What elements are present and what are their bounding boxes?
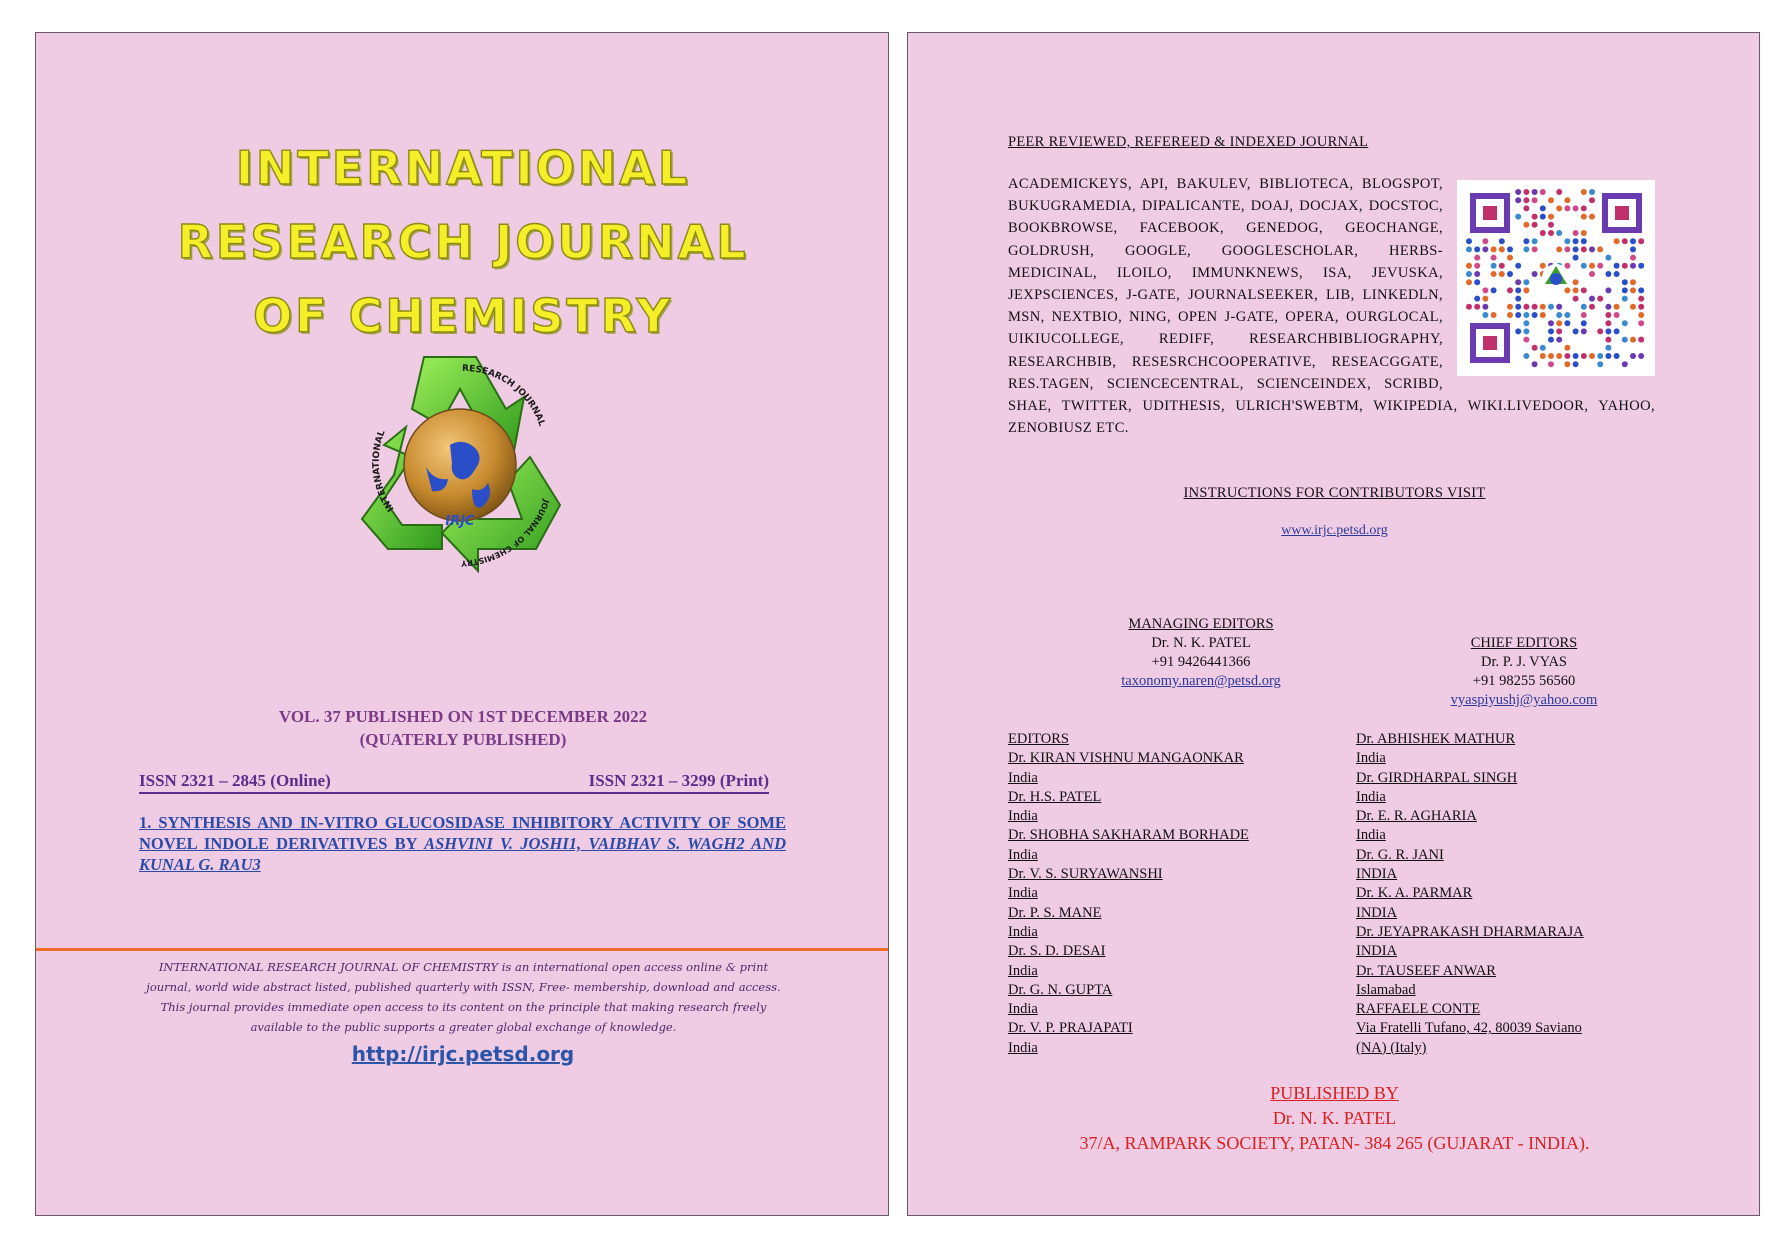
editor-line: India (1008, 923, 1038, 940)
orange-divider (36, 948, 888, 951)
editor-line: India (1008, 1039, 1038, 1056)
publisher-heading: PUBLISHED BY (1270, 1083, 1399, 1103)
editor-line: Dr. TAUSEEF ANWAR (1356, 962, 1496, 979)
chief-phone: +91 98255 56560 (1472, 673, 1576, 689)
editor-line: India (1008, 808, 1038, 825)
title-line-3: OF CHEMISTRY (253, 289, 673, 343)
editor-line: Dr. GIRDHARPAL SINGH (1356, 769, 1518, 786)
managing-email-link[interactable]: taxonomy.naren@petsd.org (1121, 673, 1281, 689)
info-page (907, 32, 1760, 1216)
editor-line: (NA) (Italy) (1356, 1039, 1427, 1056)
peer-review-heading: PEER REVIEWED, REFEREED & INDEXED JOURNAL (1008, 134, 1369, 150)
editor-line: India (1008, 885, 1038, 902)
editor-line: Dr. E. R. AGHARIA (1356, 808, 1477, 825)
title-line-1: INTERNATIONAL (235, 141, 691, 195)
cover-page (35, 32, 889, 1216)
editor-line: INDIA (1356, 866, 1398, 883)
chief-heading: CHIEF EDITORS (1470, 635, 1578, 651)
logo-center-text: IRJC (445, 514, 475, 529)
editor-line: India (1356, 827, 1386, 844)
index-list-block (1008, 173, 1655, 439)
managing-name: Dr. N. K. PATEL (1151, 635, 1251, 651)
editor-line: Dr. G. N. GUPTA (1008, 981, 1113, 998)
chief-name: Dr. P. J. VYAS (1481, 654, 1567, 670)
publisher-block (908, 1081, 1761, 1156)
editor-line: India (1356, 788, 1386, 805)
frequency-line: (QUATERLY PUBLISHED) (359, 730, 567, 749)
index-list: ACADEMICKEYS, API, BAKULEV, BIBLIOTECA, BLOGSPOT, BUKUGRAMEDIA, DIPALICANTE, DOAJ, DOCJAX, DOCSTOC, BOOKBROWSE, FACEBOOK, GENEDOG, GEOCHANGE, GOLDRUSH, GOOGLE, GOOGLESCHOLAR, HERBS-MEDICINAL, ILOILO, IMMUNKNEWS, ISA, JEVUSKA, JEXPSCIENCES, J-GATE, JOURNALSEEKER, LIB, LINKEDLN, MSN, NEXTBIO, NING, OPEN J-GATE, OPERA, OURGLOCAL, UIKIUCOLLEGE, REDIFF, RESEARCHBIBLIOGRAPHY, RESEARCHBIB, RESESRCHCOOPERATIVE, RESEACGGATE, RES.TAGEN, SCIENCECENTRAL, SCIENCEINDEX, SCRIBD, SHAE, TWITTER, UDITHESIS, ULRICH'SWEBTM, WIKIPEDIA, WIKI.LIVEDOOR, YAHOO, ZENOBIUSZ ETC. (1008, 176, 1655, 437)
chief-email-link[interactable]: vyaspiyushj@yahoo.com (1450, 692, 1598, 708)
logo-arc-bottom-text: JOURNAL OF CHEMISTRY (460, 498, 551, 568)
editor-line: Islamabad (1356, 981, 1416, 998)
journal-logo (354, 349, 570, 575)
managing-phone: +91 9426441366 (1151, 654, 1251, 670)
editor-line: India (1008, 769, 1038, 786)
issn-row (139, 771, 769, 794)
managing-editors (1051, 615, 1351, 691)
managing-heading: MANAGING EDITORS (1128, 616, 1274, 632)
editor-line: Dr. H.S. PATEL (1008, 788, 1102, 805)
logo-arc-left-text: INTERNATIONAL (371, 429, 397, 514)
editor-line: Via Fratelli Tufano, 42, 80039 Saviano (1356, 1020, 1582, 1037)
editor-line: Dr. ABHISHEK MATHUR (1356, 731, 1516, 747)
editor-line: Dr. K. A. PARMAR (1356, 885, 1473, 902)
editor-line: India (1008, 846, 1038, 863)
editor-line: Dr. SHOBHA SAKHARAM BORHADE (1008, 827, 1249, 844)
editors-list-left (1008, 730, 1328, 1058)
article-title: 1. SYNTHESIS AND IN-VITRO GLUCOSIDASE INHIBITORY ACTIVITY OF SOME NOVEL INDOLE DERIVATIVES BY (139, 813, 786, 853)
editor-line: Dr. KIRAN VISHNU MANGAONKAR (1008, 750, 1244, 767)
journal-description: INTERNATIONAL RESEARCH JOURNAL OF CHEMISTRY is an international open access online & print journal, world wide abstract listed, published quarterly with ISSN, Free- membership, download and access. This journal provides immediate open access to its content on the principle that making research freely available to the public supports a greater global exchange of knowledge. (146, 960, 781, 1034)
issn-print: ISSN 2321 – 3299 (Print) (588, 771, 769, 790)
editor-line: RAFFAELE CONTE (1356, 1001, 1481, 1018)
chief-editors (1374, 634, 1674, 710)
editor-line: EDITORS (1008, 731, 1069, 747)
publisher-name: Dr. N. K. PATEL (1272, 1108, 1397, 1128)
volume-info (36, 705, 890, 751)
editor-line: Dr. JEYAPRAKASH DHARMARAJA (1356, 923, 1584, 940)
journal-url-link[interactable]: http://irjc.petsd.org (351, 1042, 575, 1066)
title-line-2: RESEARCH JOURNAL (177, 215, 749, 269)
editor-line: Dr. S. D. DESAI (1008, 943, 1106, 960)
editors-list-right (1356, 730, 1656, 1058)
qr-code[interactable] (1457, 180, 1655, 376)
editor-line: Dr. V. P. PRAJAPATI (1008, 1020, 1133, 1037)
editor-line: Dr. G. R. JANI (1356, 846, 1444, 863)
instructions-heading: INSTRUCTIONS FOR CONTRIBUTORS VISIT (1183, 485, 1486, 501)
article-authors: ASHVINI V. JOSHI1, VAIBHAV S. WAGH2 AND KUNAL G. RAU3 (139, 834, 787, 874)
editor-line: India (1008, 1001, 1038, 1018)
journal-title (36, 131, 890, 353)
website-link[interactable]: www.irjc.petsd.org (1281, 523, 1388, 538)
publisher-address: 37/A, RAMPARK SOCIETY, PATAN- 384 265 (GUJARAT - INDIA). (1079, 1133, 1590, 1153)
logo-arc-top-text: RESEARCH JOURNAL (461, 363, 547, 428)
issn-online: ISSN 2321 – 2845 (Online) (139, 771, 331, 790)
editor-line: INDIA (1356, 943, 1398, 960)
editor-line: Dr. V. S. SURYAWANSHI (1008, 866, 1163, 883)
editor-line: Dr. P. S. MANE (1008, 904, 1102, 921)
editor-line: India (1008, 962, 1038, 979)
editor-line: India (1356, 750, 1386, 767)
volume-line: VOL. 37 PUBLISHED ON 1ST DECEMBER 2022 (278, 707, 648, 726)
article-link[interactable] (139, 812, 786, 875)
qr-code-image (1457, 180, 1655, 376)
editor-line: INDIA (1356, 904, 1398, 921)
